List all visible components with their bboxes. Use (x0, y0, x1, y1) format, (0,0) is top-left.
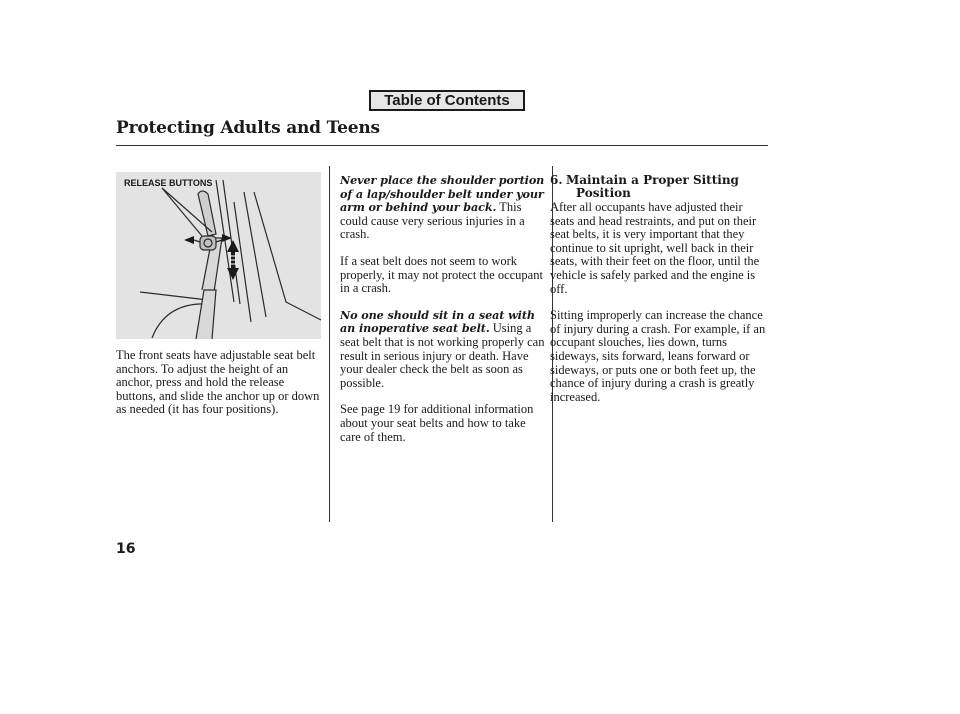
column-3 (550, 174, 768, 404)
column-2 (340, 174, 546, 444)
page-title: Protecting Adults and Teens (116, 118, 380, 138)
section-heading (550, 174, 768, 200)
section-heading-line1: Maintain a Proper Sitting (566, 173, 739, 187)
inoperative-belt-warning-text: Using a seat belt that is not working properly can result in serious injury or death. Have your dealer check the belt as soon as possible. (340, 321, 545, 390)
seat-belt-anchor-drawing (116, 172, 321, 339)
shoulder-belt-warning-bold: Never place the shoulder portion of a lap/shoulder belt under your arm or behind your back. (340, 173, 545, 215)
section-number: 6. (550, 173, 563, 187)
column-divider-left (329, 166, 330, 522)
belt-malfunction-paragraph: If a seat belt does not seem to work properly, it may not protect the occupant in a crash. (340, 253, 543, 296)
page-number: 16 (116, 541, 136, 557)
sitting-improperly-paragraph: Sitting improperly can increase the chance of injury during a crash. For example, if an occupant slouches, lies down, turns sideways, sits forward, leans forward or sideways, or puts one or both feet up, the chance of injury during a crash is greatly increased. (550, 308, 766, 404)
inoperative-belt-warning (340, 309, 546, 391)
seat-belt-anchor-illustration (116, 172, 321, 339)
section-heading-line2: Position (576, 186, 631, 200)
see-page-reference: See page 19 for additional information about your seat belts and how to take care of them. (340, 402, 534, 444)
column-1 (116, 349, 322, 417)
figure-caption: RELEASE BUTTONS (124, 178, 213, 188)
sitting-position-paragraph: After all occupants have adjusted their seats and head restraints, and put on their seat belts, it is very important that they continue to sit upright, well back in their seats, with their feet on the floor, until the vehicle is safely parked and the engine is off. (550, 200, 760, 296)
anchor-adjustment-paragraph: The front seats have adjustable seat belt anchors. To adjust the height of an anchor, press and hold the release buttons, and slide the anchor up or down as needed (it has four positions). (116, 348, 320, 417)
shoulder-belt-warning-text: This could cause very serious injuries in a crash. (340, 200, 525, 242)
shoulder-belt-warning (340, 174, 546, 242)
table-of-contents-button[interactable]: Table of Contents (369, 90, 525, 111)
title-divider (116, 145, 768, 146)
inoperative-belt-warning-bold: No one should sit in a seat with an inoperative seat belt. (340, 307, 535, 336)
